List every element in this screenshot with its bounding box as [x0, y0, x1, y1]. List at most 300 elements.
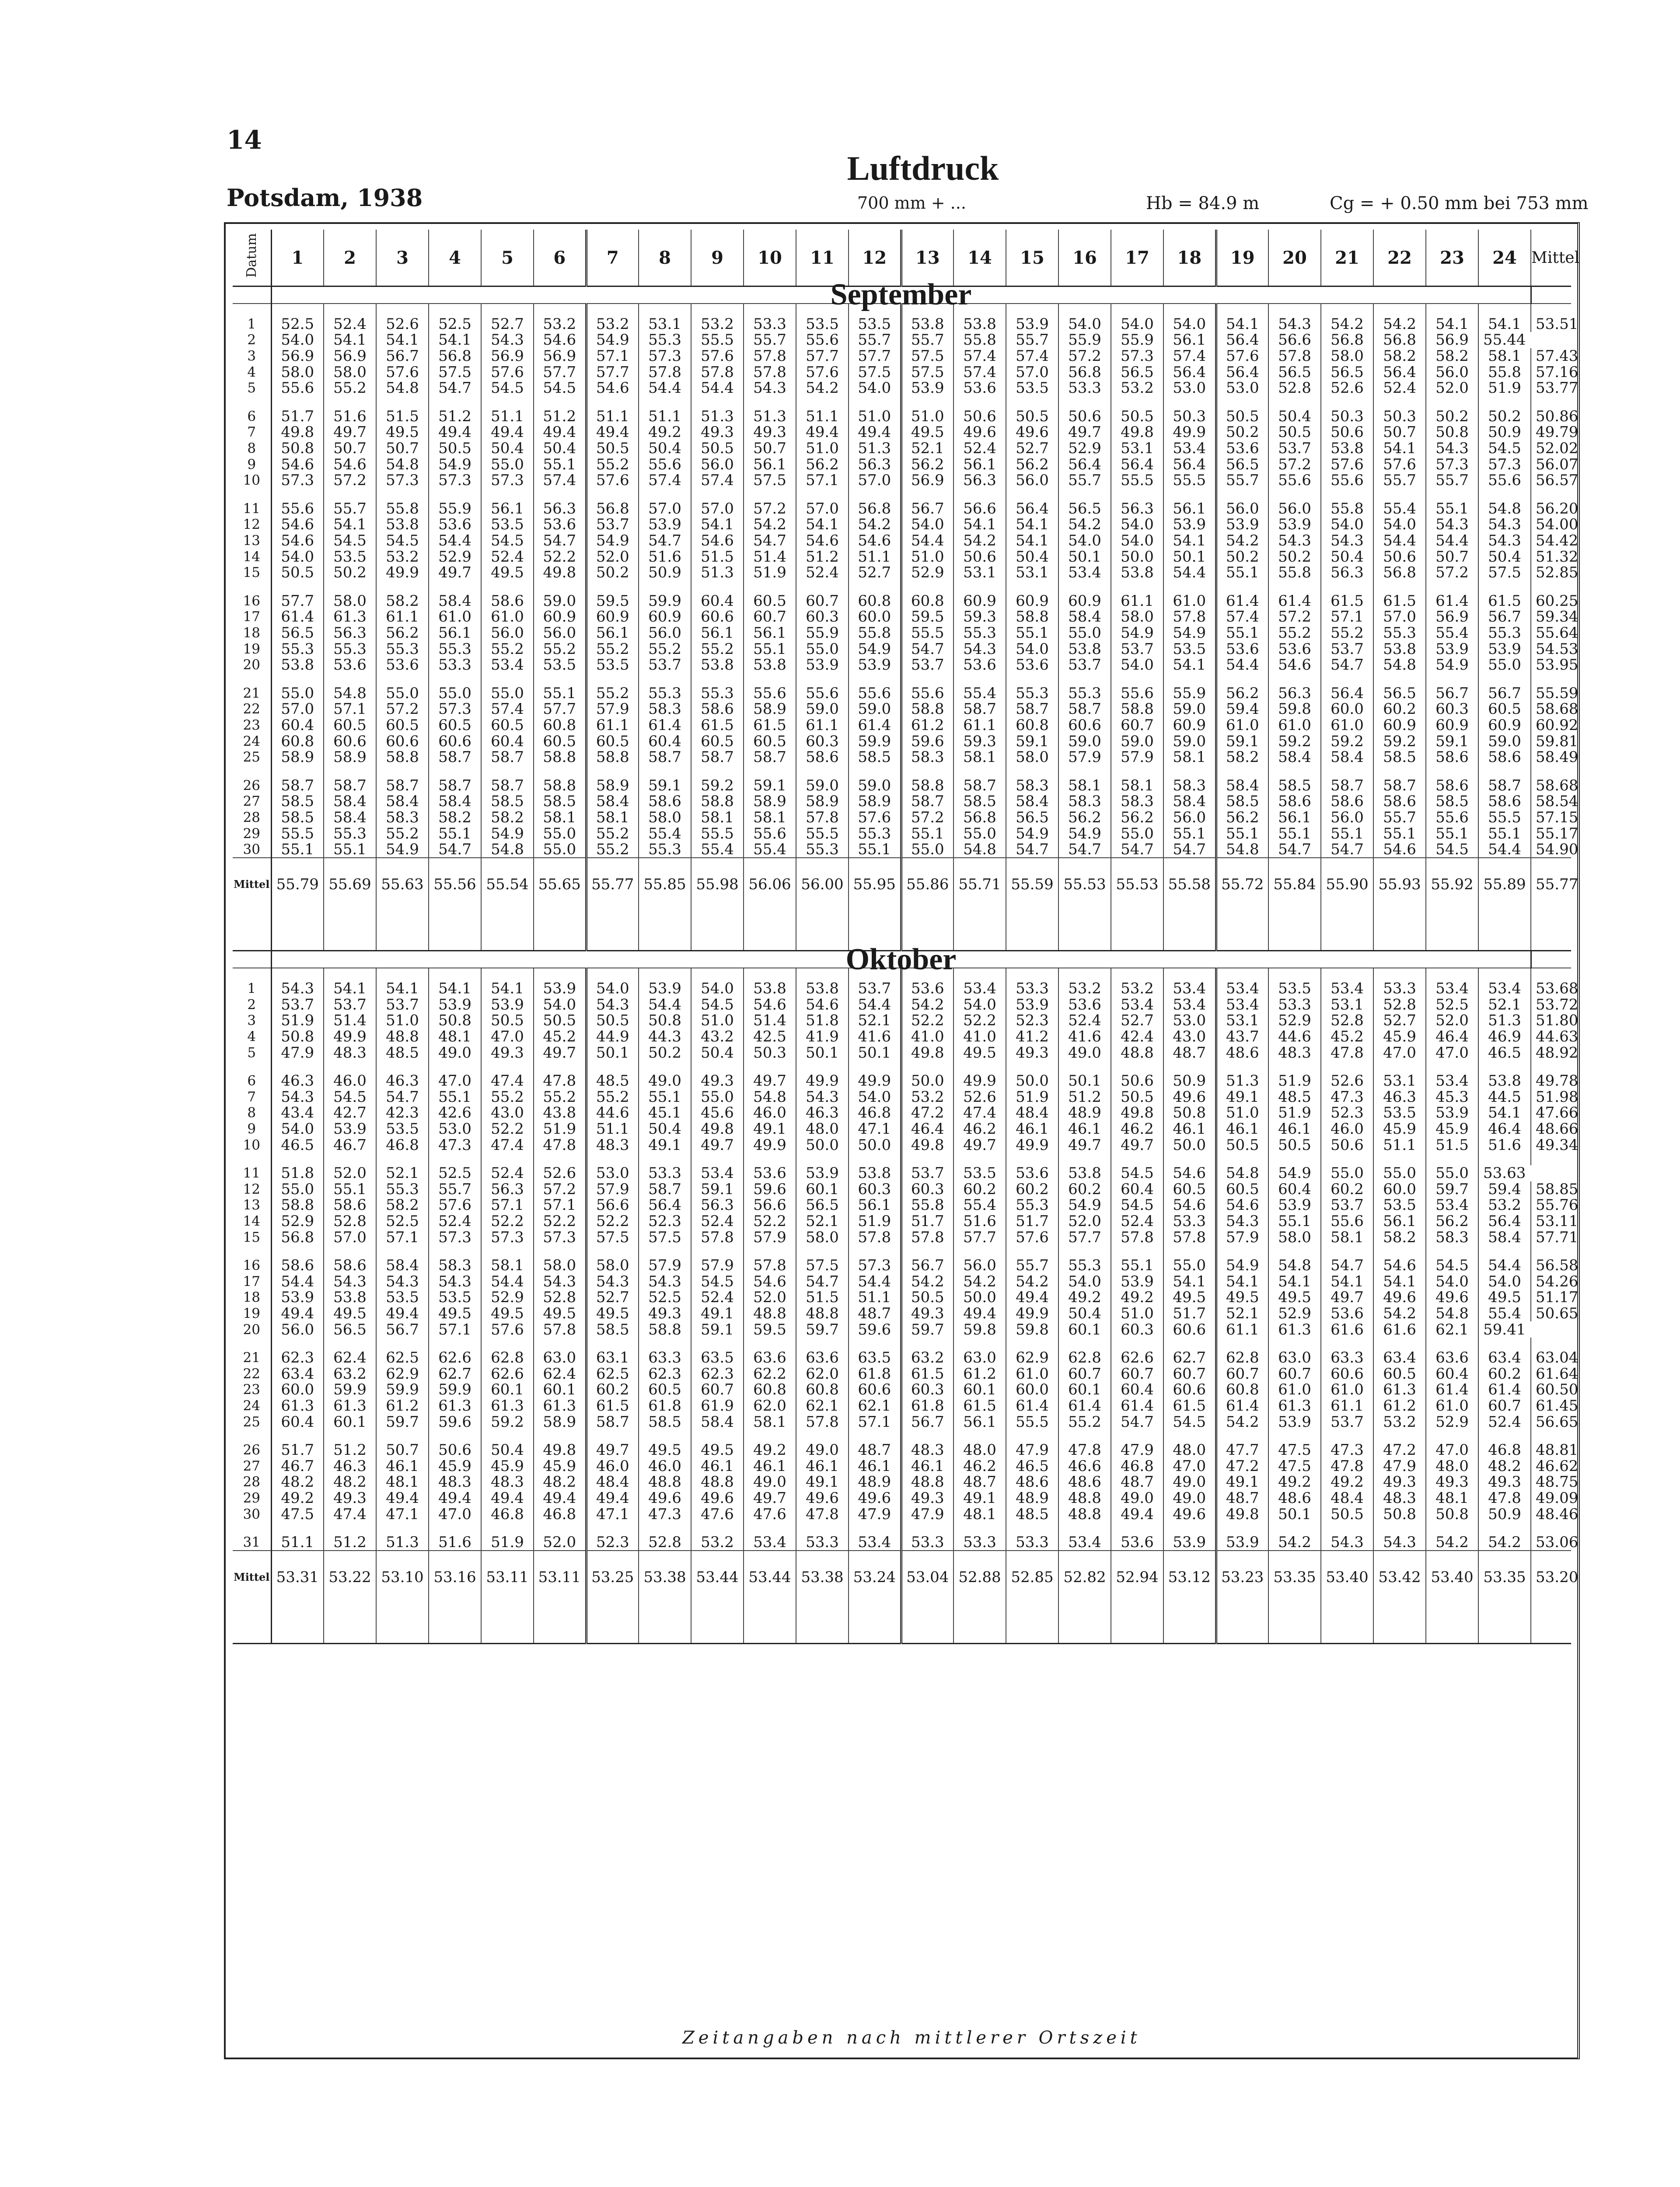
hour-value: 60.5: [429, 717, 481, 734]
hour-value: 55.6: [271, 380, 324, 396]
hour-value: 60.3: [796, 609, 849, 625]
hour-value: 52.7: [849, 565, 901, 581]
hour-value: 54.4: [1216, 657, 1268, 673]
station-height: Hb = 84.9 m: [1146, 193, 1260, 213]
hour-value: 61.5: [586, 1398, 639, 1414]
hour-value: 54.8: [744, 1089, 796, 1105]
table-row: [233, 777, 1571, 793]
hour-value: 55.2: [481, 1089, 534, 1105]
hour-value: 54.0: [1426, 1274, 1478, 1290]
hour-value: 55.2: [586, 685, 639, 701]
hour-value: 58.8: [376, 749, 429, 765]
hour-value: 61.1: [1111, 593, 1163, 609]
hour-value: 49.8: [1111, 424, 1163, 440]
hour-value: 49.9: [324, 1029, 376, 1045]
hour-value: 58.4: [1321, 749, 1373, 765]
hour-value: 60.7: [1111, 1366, 1163, 1382]
hour-value: 56.9: [1426, 332, 1478, 348]
hour-value: 57.2: [1268, 456, 1321, 472]
hour-value: 54.3: [1268, 533, 1321, 549]
hour-value: 60.7: [691, 1382, 744, 1398]
gap-cell: [1321, 304, 1373, 316]
hour-value: 47.8: [1321, 1458, 1373, 1474]
table-row: [233, 1458, 1571, 1474]
gap-cell: [586, 1338, 639, 1350]
hour-value: 55.7: [1373, 472, 1426, 489]
gap-cell: [954, 1245, 1006, 1258]
hour-value: 55.6: [639, 456, 691, 472]
daily-mean: 60.25: [1536, 592, 1579, 610]
hour-value: 60.3: [1111, 1321, 1163, 1338]
table-row: [233, 1229, 1571, 1245]
hour-value: 54.0: [1111, 533, 1163, 549]
hour-value: 49.5: [481, 565, 534, 581]
hour-value: 54.5: [1478, 440, 1531, 457]
hour-value: 54.5: [534, 380, 586, 396]
month-title-row: [233, 286, 1571, 304]
gap-cell: [324, 911, 376, 951]
gap-cell: [1478, 1061, 1531, 1073]
hour-value: 53.9: [901, 380, 954, 396]
hour-value: 47.8: [1058, 1442, 1111, 1458]
gap-cell: [429, 489, 481, 501]
hour-value: 53.5: [481, 517, 534, 533]
hour-value: 56.3: [534, 501, 586, 517]
hour-value: 51.2: [796, 548, 849, 565]
hour-value: 63.3: [1321, 1350, 1373, 1366]
hour-value: 56.9: [1426, 609, 1478, 625]
hour-value: 51.8: [271, 1165, 324, 1181]
hour-value: 50.8: [1426, 424, 1478, 440]
hourly-mean: 55.58: [1163, 858, 1216, 911]
hour-value: 53.8: [796, 981, 849, 997]
hour-value: 57.0: [691, 501, 744, 517]
hour-value: 58.4: [586, 793, 639, 810]
date-cell: 26: [233, 1442, 271, 1458]
hour-value: 57.3: [481, 1229, 534, 1245]
hour-value: 50.7: [376, 1442, 429, 1458]
hour-value: 61.1: [586, 717, 639, 734]
hour-value: 52.9: [1268, 1013, 1321, 1029]
hour-value: 51.1: [639, 409, 691, 425]
gap-cell: [954, 673, 1006, 685]
gap-cell: [534, 489, 586, 501]
hour-value: 60.1: [796, 1181, 849, 1198]
gap-cell: [1111, 673, 1163, 685]
gap-cell: [233, 581, 271, 593]
hour-value: 53.5: [586, 657, 639, 673]
hour-value: 55.8: [901, 1197, 954, 1213]
hour-value: 63.0: [534, 1350, 586, 1366]
hour-value: 54.7: [376, 1089, 429, 1105]
gap-cell: [481, 1338, 534, 1350]
hour-value: 47.8: [534, 1137, 586, 1153]
hour-value: 59.7: [376, 1414, 429, 1430]
hour-value: 48.5: [1268, 1089, 1321, 1105]
hour-value: 46.8: [1111, 1458, 1163, 1474]
hour-value: 50.3: [1373, 409, 1426, 425]
gap-cell: [233, 1522, 271, 1534]
hour-value: 58.6: [324, 1258, 376, 1274]
hour-value: 46.0: [586, 1458, 639, 1474]
hour-value: 49.1: [744, 1121, 796, 1137]
hour-value: 54.2: [1373, 316, 1426, 332]
hour-value: 58.2: [376, 593, 429, 609]
hour-value: 56.0: [271, 1321, 324, 1338]
hour-value: 57.3: [849, 1258, 901, 1274]
hour-value: 51.6: [429, 1534, 481, 1551]
gap-cell: [796, 1604, 849, 1644]
gap-cell: [1321, 489, 1373, 501]
hour-value: 58.9: [324, 749, 376, 765]
hour-value: 59.7: [796, 1321, 849, 1338]
hour-value: 55.0: [1058, 625, 1111, 641]
hour-header: 5: [481, 230, 534, 286]
gap-cell: [1373, 1522, 1426, 1534]
hour-value: 56.7: [901, 501, 954, 517]
hour-value: 54.1: [1163, 1274, 1216, 1290]
gap-cell: [1268, 396, 1321, 409]
gap-cell: [586, 1604, 639, 1644]
hour-value: 57.6: [429, 1197, 481, 1213]
table-row: [233, 1490, 1571, 1506]
hour-value: 55.4: [744, 842, 796, 858]
hour-value: 60.1: [481, 1382, 534, 1398]
page-title: Luftdruck: [847, 149, 999, 187]
hour-value: 49.0: [1163, 1474, 1216, 1490]
hour-value: 59.4: [1478, 1181, 1531, 1198]
hour-value: 55.0: [691, 1089, 744, 1105]
hour-value: 56.1: [1268, 810, 1321, 826]
hour-value: 58.3: [1111, 793, 1163, 810]
hour-value: 62.5: [376, 1350, 429, 1366]
hour-value: 57.8: [691, 364, 744, 380]
hour-value: 55.1: [324, 842, 376, 858]
gap-cell: [1058, 1430, 1111, 1442]
hour-value: 51.0: [691, 1013, 744, 1029]
daily-mean: 48.92: [1536, 1044, 1579, 1062]
gap-cell: [1531, 1522, 1571, 1534]
gap-cell: [639, 1522, 691, 1534]
hour-value: 54.0: [1321, 517, 1373, 533]
hour-value: 51.0: [1216, 1105, 1268, 1121]
hour-value: 53.5: [954, 1165, 1006, 1181]
hour-value: 49.5: [639, 1442, 691, 1458]
date-cell: 14: [233, 1213, 271, 1230]
daily-mean: 48.66: [1536, 1120, 1579, 1138]
row-gap: [233, 1522, 1571, 1534]
hour-value: 58.6: [796, 749, 849, 765]
gap-cell: [429, 1430, 481, 1442]
hour-value: 42.7: [324, 1105, 376, 1121]
hour-value: 53.4: [1058, 565, 1111, 581]
hour-value: 54.7: [429, 842, 481, 858]
hour-value: 49.5: [901, 424, 954, 440]
date-cell: 22: [233, 701, 271, 717]
hour-value: 55.1: [1216, 565, 1268, 581]
hour-value: 55.1: [1216, 625, 1268, 641]
hour-value: 55.5: [1111, 472, 1163, 489]
hour-value: 61.4: [271, 609, 324, 625]
hour-value: 61.2: [1373, 1398, 1426, 1414]
date-cell: 16: [233, 593, 271, 609]
gap-cell: [1268, 911, 1321, 951]
hour-value: 49.5: [1268, 1289, 1321, 1306]
gap-cell: [429, 1338, 481, 1350]
daily-mean: 53.51: [1536, 315, 1579, 333]
hourly-mean: 55.95: [849, 858, 901, 911]
daily-mean: 59.41: [1483, 1321, 1526, 1338]
date-cell: 5: [233, 1045, 271, 1061]
hour-value: 51.5: [1426, 1137, 1478, 1153]
hour-header: 10: [744, 230, 796, 286]
hour-value: 58.7: [481, 749, 534, 765]
hour-value: 58.0: [1111, 609, 1163, 625]
date-cell: 30: [233, 1506, 271, 1522]
gap-cell: [744, 1604, 796, 1644]
hour-value: 58.9: [586, 777, 639, 793]
hour-header: 20: [1268, 230, 1321, 286]
hour-value: 58.1: [744, 810, 796, 826]
hour-value: 58.4: [376, 793, 429, 810]
gap-cell: [901, 1430, 954, 1442]
hour-value: 52.6: [1321, 380, 1373, 396]
hour-value: 57.5: [901, 364, 954, 380]
hour-value: 60.0: [849, 609, 901, 625]
gap-cell: [271, 1522, 324, 1534]
hour-value: 52.6: [1321, 1073, 1373, 1089]
hourly-mean: 56.00: [796, 858, 849, 911]
hour-value: 54.2: [1268, 1534, 1321, 1551]
hour-value: 48.4: [1006, 1105, 1058, 1121]
gap-cell: [1478, 1153, 1531, 1165]
hour-value: 56.2: [1426, 1213, 1478, 1230]
hour-value: 54.5: [691, 997, 744, 1013]
gap-cell: [954, 581, 1006, 593]
hour-value: 54.5: [1426, 842, 1478, 858]
hour-value: 50.5: [691, 440, 744, 457]
gap-cell: [796, 1338, 849, 1350]
hour-value: 53.1: [1111, 440, 1163, 457]
hour-value: 55.5: [691, 825, 744, 842]
hour-value: 56.8: [586, 501, 639, 517]
gap-cell: [1373, 1430, 1426, 1442]
hour-value: 47.1: [586, 1506, 639, 1522]
hour-value: 42.5: [744, 1029, 796, 1045]
hour-value: 46.5: [1006, 1458, 1058, 1474]
gap-cell: [796, 1430, 849, 1442]
gap-cell: [1426, 396, 1478, 409]
hour-value: 57.6: [586, 472, 639, 489]
hour-value: 55.7: [324, 501, 376, 517]
gap-cell: [376, 304, 429, 316]
hour-value: 50.2: [1268, 548, 1321, 565]
hour-value: 55.3: [429, 641, 481, 657]
hour-value: 54.1: [429, 332, 481, 348]
gap-cell: [639, 1604, 691, 1644]
gap-cell: [1478, 765, 1531, 777]
hour-value: 54.7: [1321, 842, 1373, 858]
hour-value: 60.4: [1426, 1366, 1478, 1382]
gap-cell: [1058, 1153, 1111, 1165]
gap-cell: [1163, 1604, 1216, 1644]
hour-value: 55.8: [849, 625, 901, 641]
date-cell: 18: [233, 625, 271, 641]
hour-value: 52.0: [586, 548, 639, 565]
gap-cell: [1111, 1245, 1163, 1258]
hour-value: 60.9: [1373, 717, 1426, 734]
hour-value: 53.7: [324, 997, 376, 1013]
hour-value: 51.4: [324, 1013, 376, 1029]
hour-value: 56.1: [1163, 501, 1216, 517]
hour-value: 56.0: [1163, 810, 1216, 826]
hour-value: 58.4: [429, 593, 481, 609]
hour-value: 55.2: [586, 1089, 639, 1105]
hour-value: 55.1: [1478, 825, 1531, 842]
gap-cell: [324, 673, 376, 685]
gap-cell: [954, 968, 1006, 981]
gap-cell: [1111, 581, 1163, 593]
hour-value: 58.9: [849, 793, 901, 810]
hour-value: 49.8: [1111, 1105, 1163, 1121]
hour-value: 54.5: [481, 533, 534, 549]
daily-mean: 49.78: [1536, 1072, 1579, 1090]
hour-value: 58.8: [534, 749, 586, 765]
hour-value: 63.4: [1478, 1350, 1531, 1366]
hour-value: 52.6: [376, 316, 429, 332]
hour-value: 42.6: [429, 1105, 481, 1121]
hour-value: 49.6: [1163, 1506, 1216, 1522]
hour-value: 54.3: [376, 1274, 429, 1290]
gap-cell: [796, 1522, 849, 1534]
hour-value: 57.5: [796, 1258, 849, 1274]
hour-value: 58.7: [691, 749, 744, 765]
hour-value: 49.9: [954, 1073, 1006, 1089]
hour-value: 56.0: [481, 625, 534, 641]
hour-value: 51.0: [849, 409, 901, 425]
hour-value: 54.4: [901, 533, 954, 549]
gap-cell: [1373, 765, 1426, 777]
hour-value: 56.5: [796, 1197, 849, 1213]
hour-value: 54.2: [744, 517, 796, 533]
gap-cell: [1216, 396, 1268, 409]
hour-header: 23: [1426, 230, 1478, 286]
hour-value: 55.2: [1058, 1414, 1111, 1430]
hour-value: 52.5: [271, 316, 324, 332]
daily-mean: 53.95: [1536, 656, 1579, 674]
hour-value: 49.9: [744, 1137, 796, 1153]
hour-value: 54.6: [534, 332, 586, 348]
gap-cell: [1426, 1245, 1478, 1258]
hour-value: 53.8: [1321, 440, 1373, 457]
table-row: [233, 1165, 1571, 1181]
hour-value: 57.8: [639, 364, 691, 380]
gap-cell: [586, 1061, 639, 1073]
gap-cell: [954, 1338, 1006, 1350]
hour-value: 50.9: [1163, 1073, 1216, 1089]
hour-value: 54.5: [376, 533, 429, 549]
gap-cell: [1216, 1245, 1268, 1258]
hour-value: 53.4: [954, 981, 1006, 997]
hour-value: 60.4: [1111, 1382, 1163, 1398]
hour-value: 58.6: [1478, 749, 1531, 765]
hour-value: 57.1: [376, 1229, 429, 1245]
hour-value: 59.1: [639, 777, 691, 793]
hour-value: 58.7: [429, 749, 481, 765]
gap-cell: [1163, 1245, 1216, 1258]
daily-mean: 52.02: [1536, 440, 1579, 458]
hour-value: 58.9: [271, 749, 324, 765]
hour-value: 55.3: [1058, 1258, 1111, 1274]
hour-value: 55.2: [586, 641, 639, 657]
hour-value: 56.1: [1373, 1213, 1426, 1230]
gap-cell: [639, 1153, 691, 1165]
hour-value: 55.3: [376, 1181, 429, 1198]
daily-mean: 58.85: [1536, 1180, 1579, 1198]
hour-value: 58.8: [1111, 701, 1163, 717]
table-row: [233, 364, 1571, 380]
hour-value: 46.8: [849, 1105, 901, 1121]
hour-value: 49.4: [586, 1490, 639, 1506]
hour-value: 53.6: [1006, 1165, 1058, 1181]
hour-value: 51.9: [534, 1121, 586, 1137]
hour-value: 49.7: [1321, 1289, 1373, 1306]
hour-value: 50.6: [1373, 548, 1426, 565]
hour-value: 52.8: [534, 1289, 586, 1306]
hour-value: 43.4: [271, 1105, 324, 1121]
hour-value: 55.1: [849, 842, 901, 858]
hour-value: 51.1: [1373, 1137, 1426, 1153]
gap-cell: [1216, 911, 1268, 951]
gap-cell: [1006, 304, 1058, 316]
hour-value: 47.9: [1373, 1458, 1426, 1474]
hour-value: 58.4: [324, 793, 376, 810]
hour-value: 50.7: [1373, 424, 1426, 440]
hour-value: 53.9: [1216, 517, 1268, 533]
hour-value: 58.4: [1216, 777, 1268, 793]
gap-cell: [639, 911, 691, 951]
mean-row: [233, 1551, 1571, 1604]
gap-cell: [1268, 968, 1321, 981]
hourly-mean: 53.35: [1478, 1551, 1531, 1604]
hour-value: 61.3: [324, 609, 376, 625]
hour-value: 58.6: [1321, 793, 1373, 810]
hour-value: 59.9: [639, 593, 691, 609]
hour-value: 51.3: [376, 1534, 429, 1551]
hour-value: 56.9: [901, 472, 954, 489]
hour-value: 53.4: [849, 1534, 901, 1551]
hour-value: 56.1: [691, 625, 744, 641]
hour-value: 62.6: [481, 1366, 534, 1382]
hour-value: 63.6: [796, 1350, 849, 1366]
hour-value: 52.7: [481, 316, 534, 332]
hour-value: 49.4: [954, 1306, 1006, 1322]
hour-value: 61.0: [1268, 717, 1321, 734]
hour-value: 60.8: [1216, 1382, 1268, 1398]
hour-value: 52.8: [639, 1534, 691, 1551]
hour-value: 54.3: [1373, 1534, 1426, 1551]
hour-value: 55.6: [1321, 472, 1373, 489]
hour-value: 55.0: [1426, 1165, 1478, 1181]
gap-cell: [691, 1153, 744, 1165]
hour-value: 55.0: [954, 825, 1006, 842]
hour-value: 45.9: [481, 1458, 534, 1474]
hour-value: 46.0: [324, 1073, 376, 1089]
hour-value: 60.2: [1373, 701, 1426, 717]
hour-value: 59.6: [901, 733, 954, 749]
gap-cell: [901, 1153, 954, 1165]
hour-value: 53.9: [639, 517, 691, 533]
